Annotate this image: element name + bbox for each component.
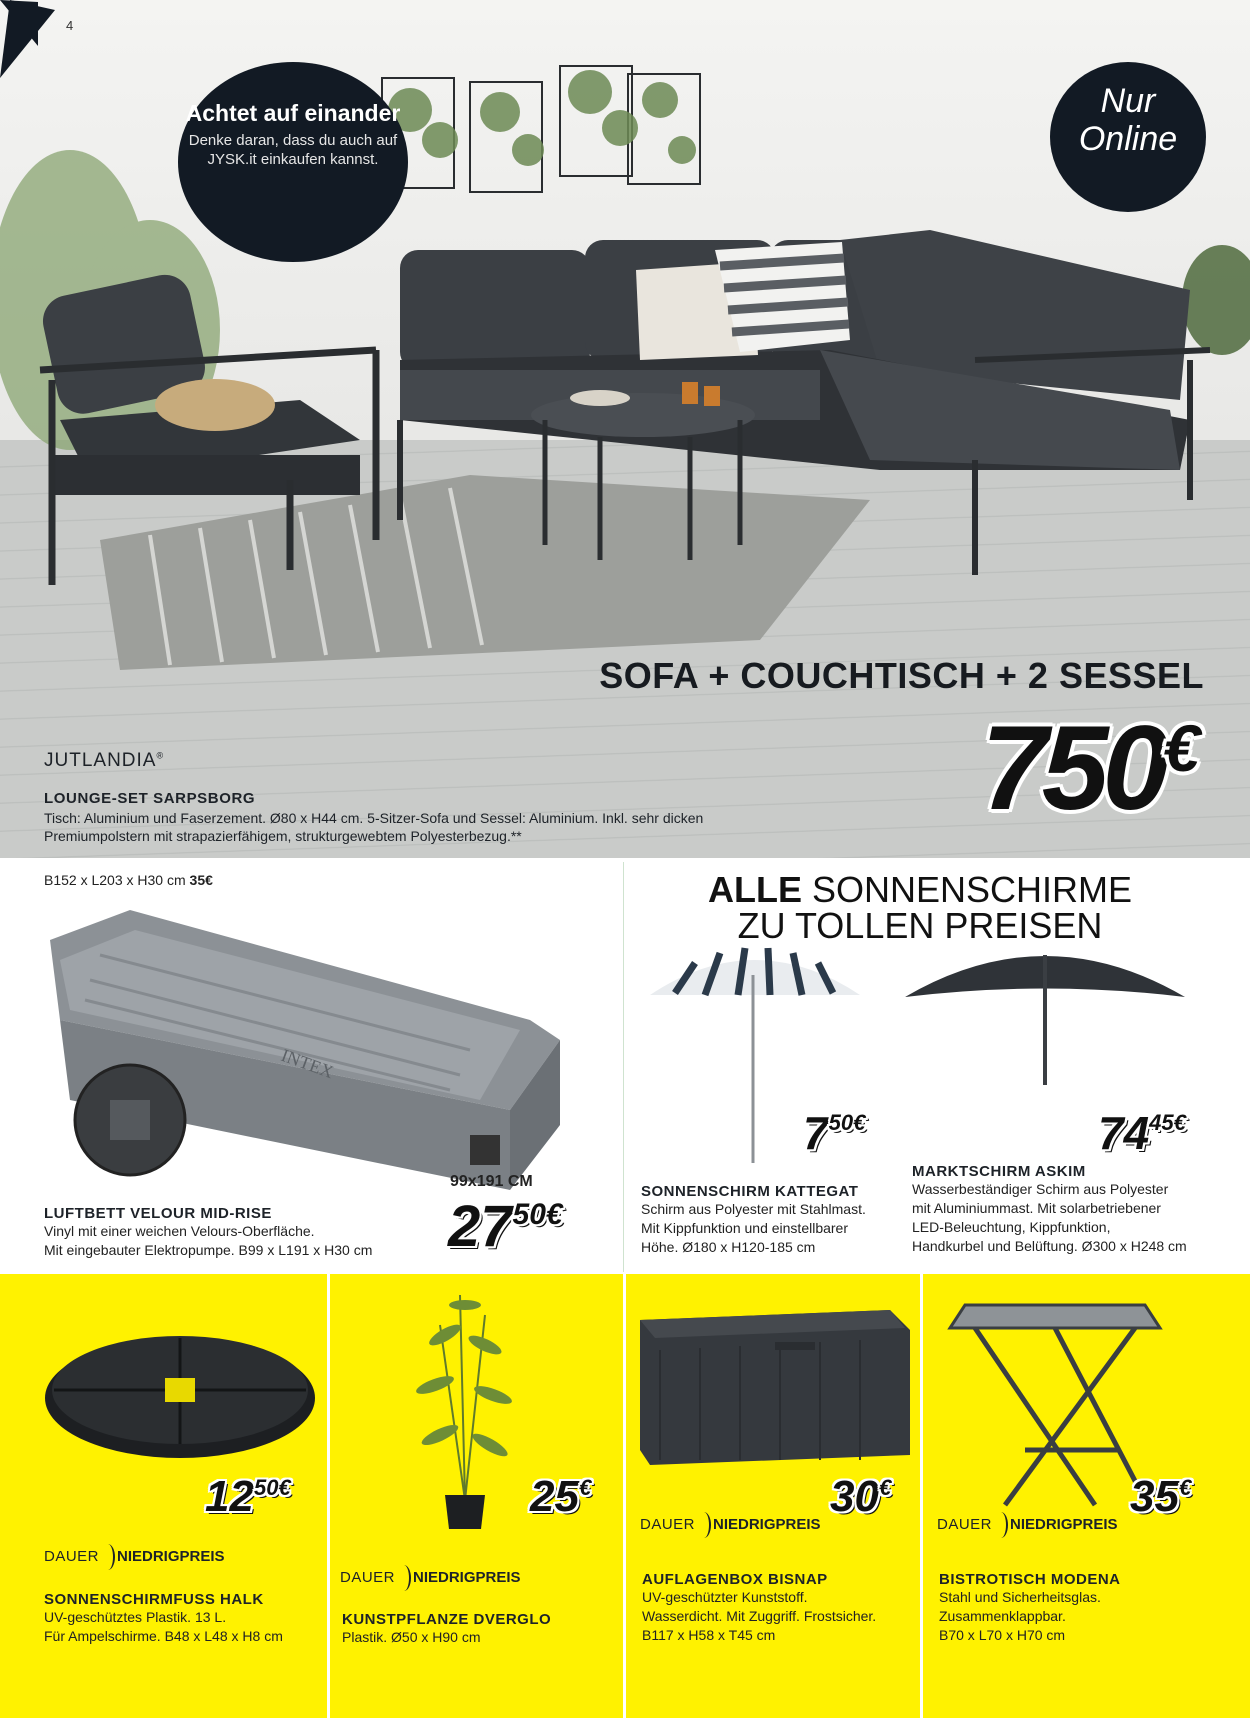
dauer-part1: DAUER — [340, 1568, 396, 1586]
askim-desc-line3: LED-Beleuchtung, Kippfunktion, — [912, 1219, 1111, 1235]
online-only-label: Nur Online — [1078, 82, 1178, 158]
modena-name: BISTROTISCH MODENA — [939, 1571, 1121, 1588]
halk-desc-line1: UV-geschütztes Plastik. 13 L. — [44, 1609, 227, 1625]
dauer-part1: DAUER — [44, 1547, 100, 1565]
mattress-desc-line1: Vinyl mit einer weichen Velours-Oberfläche. — [44, 1223, 315, 1239]
mattress-info — [44, 1205, 444, 1260]
halk-info — [44, 1591, 314, 1646]
page-number: 4 — [66, 18, 74, 33]
dauer-part2: NIEDRIGPREIS — [1010, 1515, 1118, 1533]
brand-registered-mark: ® — [156, 750, 165, 761]
dauer-niedrigpreis-badge — [937, 1512, 1118, 1538]
halk-price-tag — [205, 1472, 291, 1521]
column-divider — [623, 1274, 626, 1718]
dverglo-name: KUNSTPFLANZE DVERGLO — [342, 1611, 552, 1628]
dauer-part2: NIEDRIGPREIS — [713, 1515, 821, 1533]
middle-divider — [623, 862, 624, 1272]
hero-headline: SOFA + COUCHTISCH + 2 SESSEL — [599, 655, 1204, 696]
bisnap-price-tag — [830, 1472, 892, 1521]
mattress-size-note — [44, 872, 213, 888]
price-sup: 50€ — [253, 1475, 291, 1500]
dauer-arc — [397, 1565, 411, 1591]
headline-bold: ALLE — [707, 869, 802, 910]
artificial-plant-image — [405, 1285, 525, 1530]
price-sup: € — [578, 1475, 592, 1500]
bisnap-info — [642, 1571, 912, 1645]
price-main: 7 — [803, 1107, 829, 1159]
price-sup: 50€ — [828, 1110, 866, 1135]
askim-desc-line1: Wasserbeständiger Schirm aus Polyester — [912, 1181, 1169, 1197]
dauer-part1: DAUER — [937, 1515, 993, 1533]
dauer-niedrigpreis-badge — [44, 1544, 225, 1570]
price-sup: 50€ — [512, 1198, 563, 1231]
headline-line2: ZU TOLLEN PREISEN — [737, 905, 1103, 946]
price-main: 74 — [1098, 1107, 1150, 1159]
halk-name: SONNENSCHIRMFUSS HALK — [44, 1591, 264, 1608]
modena-desc-line1: Stahl und Sicherheitsglas. — [939, 1589, 1101, 1605]
askim-desc-line2: mit Aluminiummast. Mit solarbetriebener — [912, 1200, 1161, 1216]
umbrella-headline — [660, 869, 1180, 946]
kattegat-price-tag — [803, 1107, 866, 1159]
bisnap-desc-line1: UV-geschützter Kunststoff. — [642, 1589, 808, 1605]
air-mattress-image — [40, 900, 570, 1190]
bisnap-desc-line2: Wasserdicht. Mit Zuggriff. Frostsicher. — [642, 1608, 877, 1624]
bubble-title: Achtet auf einander — [185, 100, 401, 126]
price-sup: € — [1178, 1475, 1192, 1500]
bubble-tail-right — [0, 0, 45, 50]
column-divider — [327, 1274, 330, 1718]
size-note-price: 35€ — [189, 872, 213, 888]
price-main: 35 — [1130, 1472, 1179, 1521]
price-sup: € — [878, 1475, 892, 1500]
dauer-part1: DAUER — [640, 1515, 696, 1533]
rug — [100, 475, 870, 670]
speech-bubble-jysk — [178, 62, 408, 262]
price-main: 25 — [530, 1472, 579, 1521]
bisnap-desc-line3: B117 x H58 x T45 cm — [642, 1627, 776, 1643]
askim-info — [912, 1163, 1232, 1256]
mattress-name: LUFTBETT VELOUR MID-RISE — [44, 1205, 272, 1222]
dauer-arc — [994, 1512, 1008, 1538]
headline-rest: SONNENSCHIRME — [811, 869, 1133, 910]
brand-logo — [44, 750, 164, 772]
intex-print: INTEX — [278, 1044, 337, 1083]
hero-price-currency: € — [1163, 711, 1200, 785]
dauer-arc — [101, 1544, 115, 1570]
hero-product-description: Tisch: Aluminium und Faserzement. Ø80 x H44 cm. 5-Sitzer-Sofa und Sessel: Aluminium. Inkl. sehr dicken Premiumpolstern mit strapazierfähigem, strukturgewebtem Polyesterbezug.** — [44, 810, 704, 844]
hero-price-main: 750 — [981, 701, 1164, 835]
modena-desc-line2: Zusammenklappbar. — [939, 1608, 1066, 1624]
price-main: 27 — [448, 1194, 513, 1259]
bubble-subtitle: Denke daran, dass du auch auf JYSK.it einkaufen kannst. — [188, 132, 398, 168]
bisnap-name: AUFLAGENBOX BISNAP — [642, 1571, 828, 1588]
modena-desc-line3: B70 x L70 x H70 cm — [939, 1627, 1066, 1643]
speech-bubble-online — [1050, 62, 1206, 212]
askim-name: MARKTSCHIRM ASKIM — [912, 1163, 1086, 1180]
modena-info — [939, 1571, 1209, 1645]
dverglo-price-tag — [530, 1472, 592, 1521]
dauer-niedrigpreis-badge — [640, 1512, 821, 1538]
brand-name: JUTLANDIA — [44, 750, 157, 771]
kattegat-name: SONNENSCHIRM KATTEGAT — [641, 1183, 859, 1200]
dauer-part2: NIEDRIGPREIS — [413, 1568, 521, 1586]
kattegat-desc-line2: Mit Kippfunktion und einstellbarer — [641, 1220, 849, 1236]
price-sup: 45€ — [1149, 1110, 1186, 1135]
askim-desc-line4: Handkurbel und Belüftung. Ø300 x H248 cm — [912, 1238, 1187, 1254]
mattress-desc-line2: Mit eingebauter Elektropumpe. B99 x L191 x H30 cm — [44, 1242, 373, 1258]
umbrella-base-image — [40, 1318, 320, 1458]
dverglo-info — [342, 1611, 612, 1647]
size-note-prefix: B152 x L203 x H30 cm — [44, 872, 186, 888]
dauer-arc — [697, 1512, 711, 1538]
modena-price-tag — [1130, 1472, 1192, 1521]
mattress-size-label: 99x191 CM — [450, 1173, 533, 1190]
dverglo-desc-line1: Plastik. Ø50 x H90 cm — [342, 1629, 481, 1645]
dauer-part2: NIEDRIGPREIS — [117, 1547, 225, 1565]
askim-price-tag — [1098, 1107, 1186, 1159]
hero-price — [981, 701, 1200, 835]
storage-box-image — [640, 1310, 910, 1470]
hero-image — [0, 0, 1250, 858]
column-divider — [920, 1274, 923, 1718]
hero-product-name: LOUNGE-SET SARPSBORG — [44, 790, 256, 807]
dauer-niedrigpreis-badge — [340, 1565, 521, 1591]
cushion-striped — [715, 242, 850, 352]
kattegat-desc-line1: Schirm aus Polyester mit Stahlmast. — [641, 1201, 866, 1217]
kattegat-desc-line3: Höhe. Ø180 x H120-185 cm — [641, 1239, 816, 1255]
price-main: 12 — [205, 1472, 254, 1521]
halk-desc-line2: Für Ampelschirme. B48 x L48 x H8 cm — [44, 1628, 283, 1644]
mattress-price-tag — [448, 1194, 563, 1259]
price-main: 30 — [830, 1472, 879, 1521]
kattegat-info — [641, 1183, 891, 1257]
umbrella-askim-image — [905, 945, 1185, 1085]
